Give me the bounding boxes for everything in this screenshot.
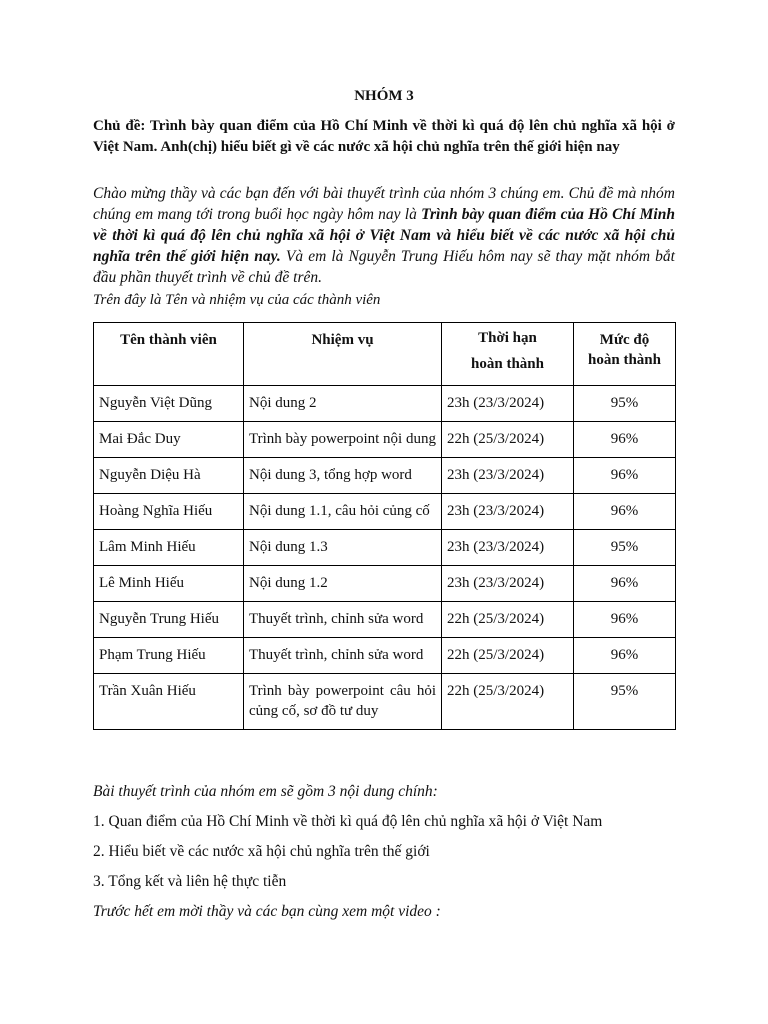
intro-paragraph <box>93 183 675 288</box>
member-completion: 95% <box>574 674 676 730</box>
outline-item: 2. Hiểu biết về các nước xã hội chủ nghĩa trên thế giới <box>93 843 430 860</box>
member-task: Trình bày powerpoint nội dung <box>244 422 442 458</box>
member-task: Nội dung 3, tổng hợp word <box>244 458 442 494</box>
member-task: Nội dung 1.1, câu hỏi củng cố <box>244 494 442 530</box>
member-name: Nguyễn Việt Dũng <box>94 386 244 422</box>
intro-text-1: Chào mừng thầy và các bạn đến với bài thuyết trình của nhóm 3 chúng em. Chủ đề mà nhóm chúng em mang tới trong buổi học ngày hôm nay là <box>93 185 675 223</box>
member-completion: 96% <box>574 458 676 494</box>
member-task: Nội dung 1.3 <box>244 530 442 566</box>
member-name: Phạm Trung Hiếu <box>94 638 244 674</box>
member-task: Thuyết trình, chỉnh sửa word <box>244 638 442 674</box>
member-deadline: 22h (25/3/2024) <box>442 674 574 730</box>
header-completion <box>574 323 676 386</box>
table-row <box>94 386 676 422</box>
outline-closing: Trước hết em mời thầy và các bạn cùng xem một video : <box>93 903 441 920</box>
member-completion: 96% <box>574 602 676 638</box>
member-deadline: 22h (25/3/2024) <box>442 638 574 674</box>
header-member-name: Tên thành viên <box>94 323 244 386</box>
member-completion: 95% <box>574 386 676 422</box>
topic-paragraph: Chủ đề: Trình bày quan điểm của Hồ Chí Minh về thời kì quá độ lên chủ nghĩa xã hội ở Việt Nam. Anh(chị) hiểu biết gì về các nước xã hội chủ nghĩa trên thế giới hiện nay <box>93 118 675 155</box>
intro-text-2: Và em là Nguyễn Trung Hiếu hôm nay sẽ thay mặt nhóm bắt đầu phần thuyết trình về chủ đề trên. <box>93 248 675 286</box>
table-row <box>94 638 676 674</box>
document-title: NHÓM 3 <box>354 88 414 104</box>
outline-intro: Bài thuyết trình của nhóm em sẽ gồm 3 nội dung chính: <box>93 783 438 800</box>
outline-item: 1. Quan điểm của Hồ Chí Minh về thời kì quá độ lên chủ nghĩa xã hội ở Việt Nam <box>93 813 603 830</box>
member-completion: 96% <box>574 638 676 674</box>
header-task: Nhiệm vụ <box>244 323 442 386</box>
member-name: Lê Minh Hiếu <box>94 566 244 602</box>
members-table <box>93 322 676 730</box>
table-row <box>94 566 676 602</box>
member-deadline: 22h (25/3/2024) <box>442 422 574 458</box>
header-deadline-line2: hoàn thành <box>471 356 544 372</box>
outline-item: 3. Tổng kết và liên hệ thực tiễn <box>93 873 287 890</box>
member-name: Nguyễn Trung Hiếu <box>94 602 244 638</box>
member-deadline: 23h (23/3/2024) <box>442 386 574 422</box>
member-deadline: 23h (23/3/2024) <box>442 530 574 566</box>
member-name: Trần Xuân Hiếu <box>94 674 244 730</box>
member-task: Thuyết trình, chỉnh sửa word <box>244 602 442 638</box>
outline-section <box>93 782 693 932</box>
table-row <box>94 530 676 566</box>
member-completion: 96% <box>574 422 676 458</box>
member-deadline: 23h (23/3/2024) <box>442 566 574 602</box>
member-task: Nội dung 1.2 <box>244 566 442 602</box>
member-completion: 95% <box>574 530 676 566</box>
member-deadline: 22h (25/3/2024) <box>442 602 574 638</box>
table-row <box>94 602 676 638</box>
table-caption: Trên đây là Tên và nhiệm vụ của các thành viên <box>93 292 381 308</box>
member-name: Mai Đắc Duy <box>94 422 244 458</box>
member-deadline: 23h (23/3/2024) <box>442 494 574 530</box>
table-row <box>94 458 676 494</box>
member-name: Hoàng Nghĩa Hiếu <box>94 494 244 530</box>
member-task: Nội dung 2 <box>244 386 442 422</box>
header-deadline-line1: Thời hạn <box>478 330 537 346</box>
header-completion-line1: Mức độ <box>599 332 650 348</box>
header-completion-line2: hoàn thành <box>588 352 661 368</box>
table-row <box>94 674 676 730</box>
member-completion: 96% <box>574 494 676 530</box>
member-name: Nguyễn Diệu Hà <box>94 458 244 494</box>
member-deadline: 23h (23/3/2024) <box>442 458 574 494</box>
member-completion: 96% <box>574 566 676 602</box>
intro-bold-topic: Trình bày quan điểm của Hồ Chí Minh về thời kì quá độ lên chủ nghĩa xã hội ở Việt Nam và hiểu biết về các nước xã hội chủ nghĩa trên thế giới hiện nay. <box>93 206 675 265</box>
table-header-row <box>94 323 676 386</box>
member-task: Trình bày powerpoint câu hỏi củng cố, sơ đồ tư duy <box>244 674 442 730</box>
table-row <box>94 422 676 458</box>
member-name: Lâm Minh Hiếu <box>94 530 244 566</box>
header-deadline <box>442 323 574 386</box>
table-row <box>94 494 676 530</box>
